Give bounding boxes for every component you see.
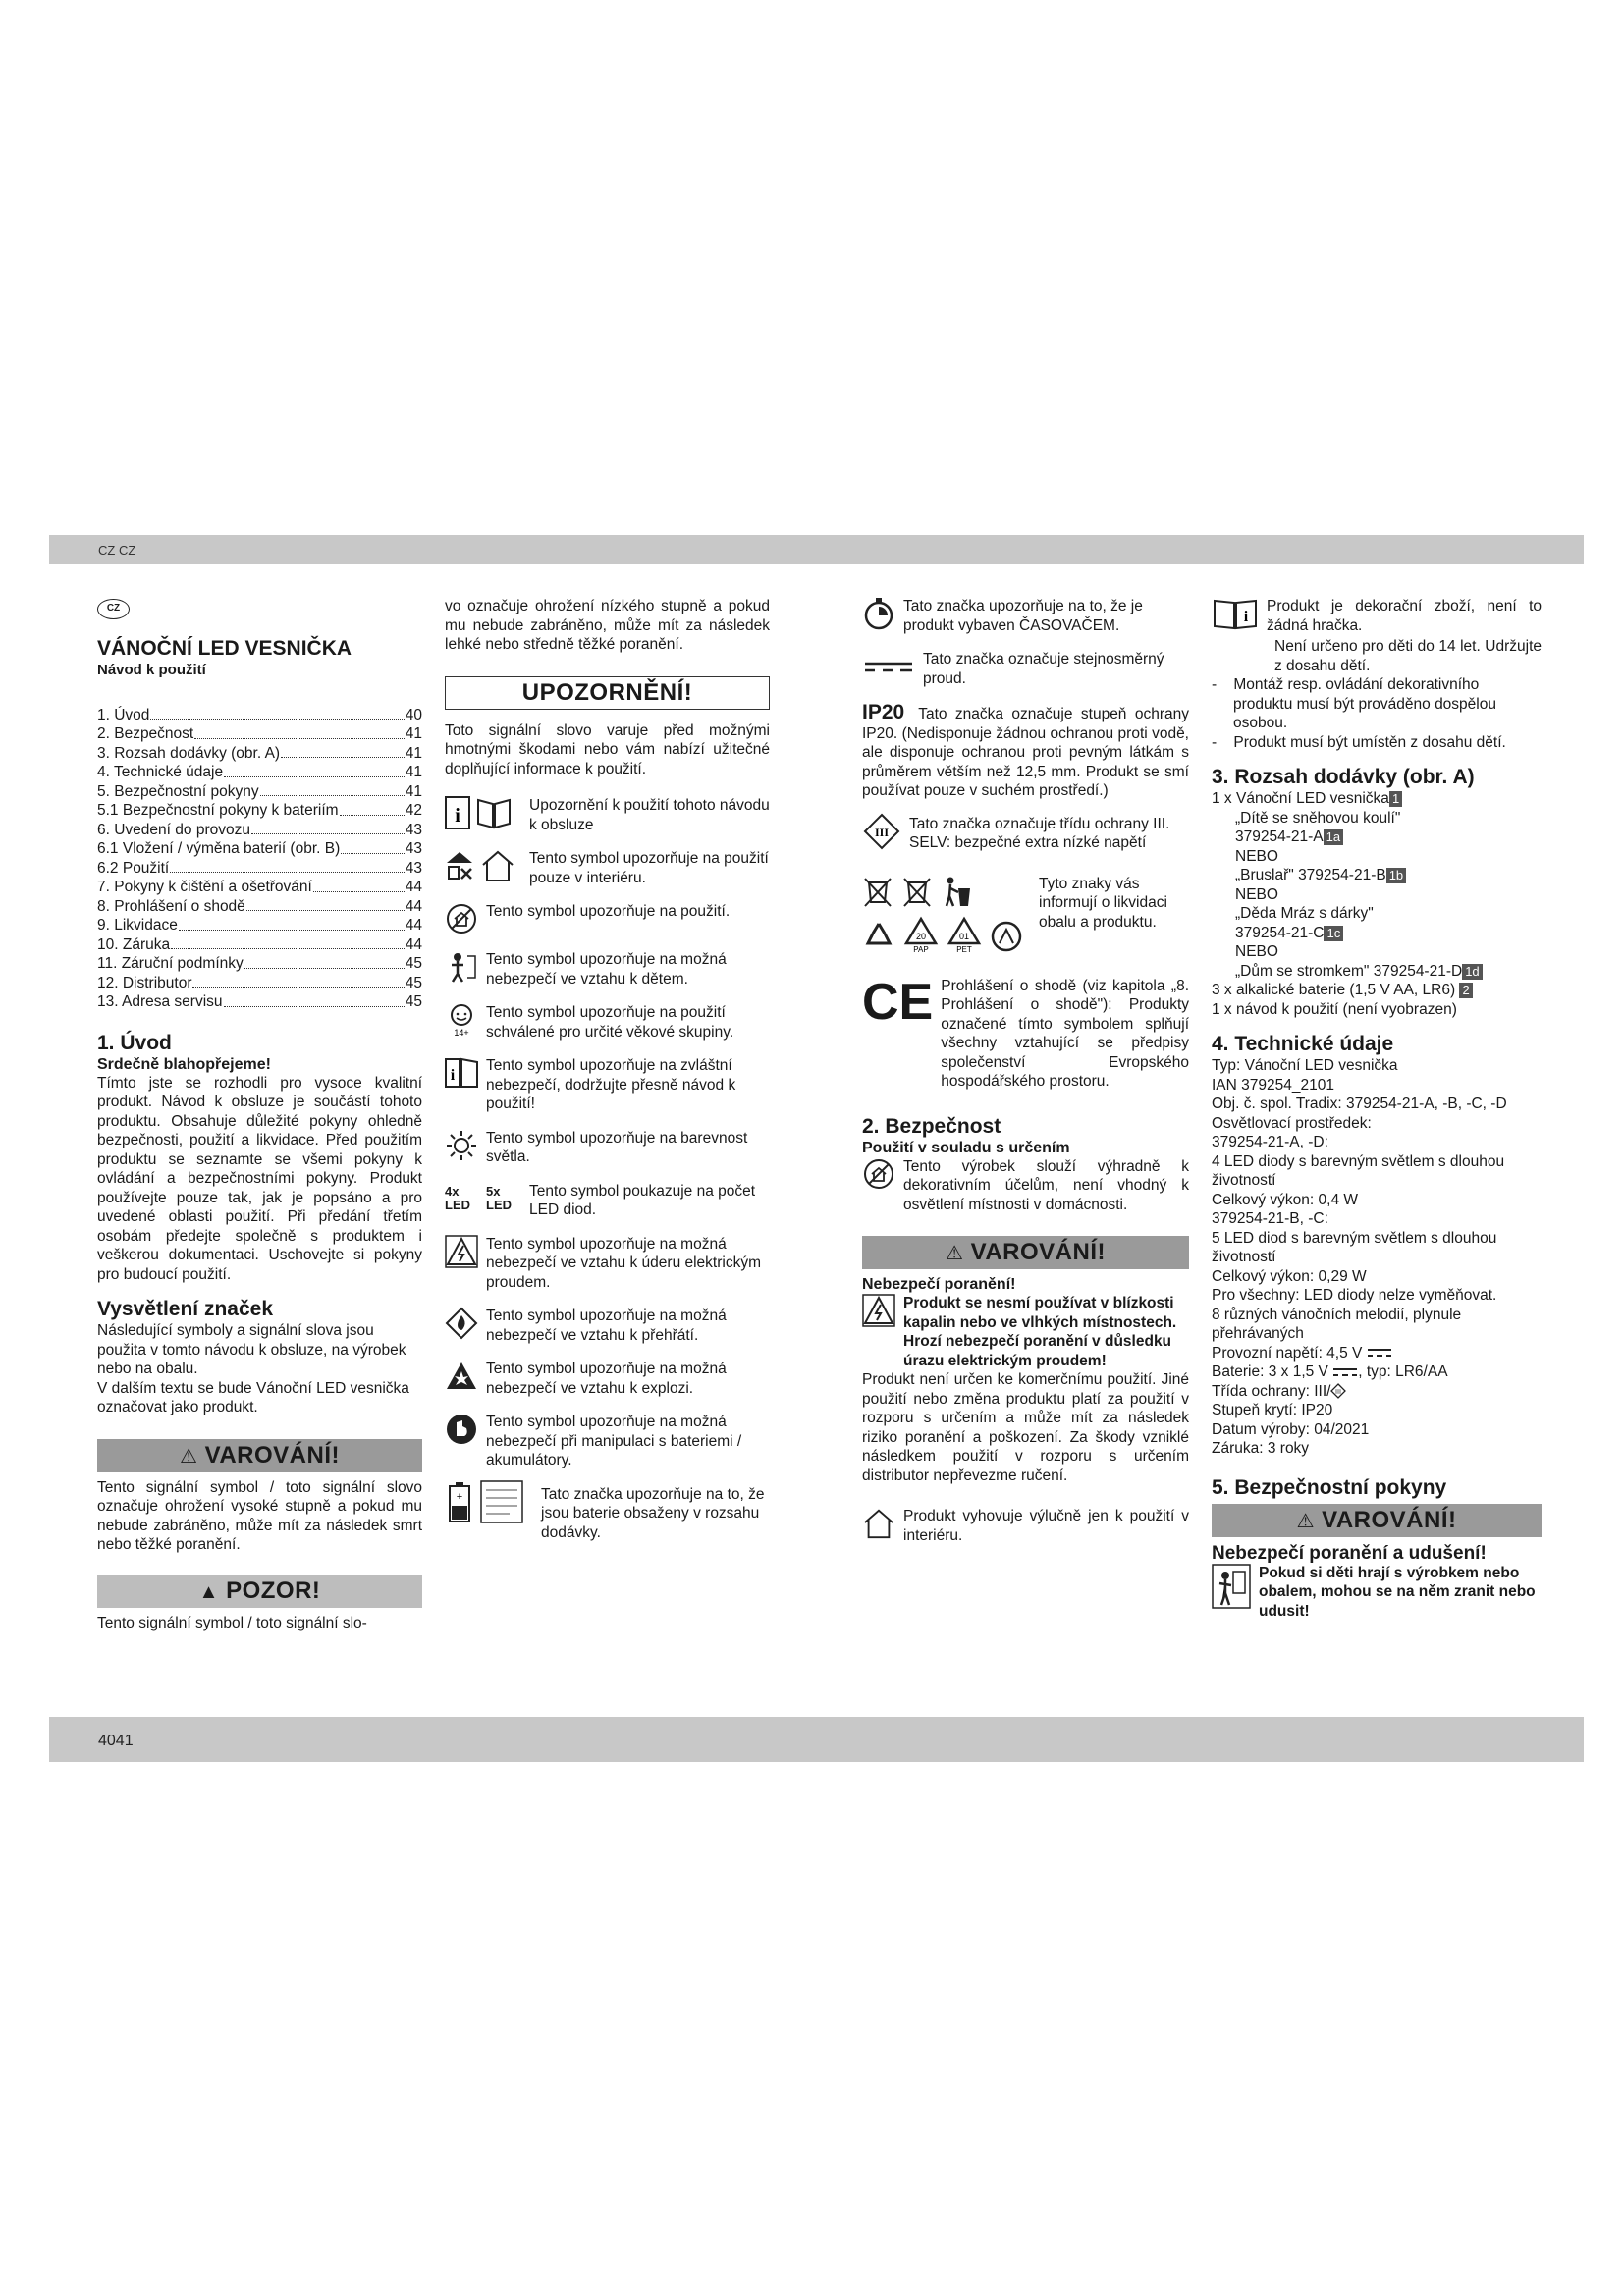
safety-text: Tento výrobek slouží výhradně k dekorativním účelům, není vhodný k osvětlení místnosti v domácnosti. — [903, 1157, 1189, 1213]
symbol-explosion — [445, 1360, 770, 1398]
column-2 — [445, 597, 770, 1557]
warning-banner-3 — [1212, 1504, 1542, 1537]
led-5-label: 5x — [486, 1183, 501, 1199]
toc-leader — [224, 763, 405, 777]
circular-recycle-icon — [990, 920, 1023, 953]
symbol-indoor-text: Tento symbol upozorňuje na použití pouze v interiéru. — [529, 850, 769, 886]
symbol-read-text: Tento symbol upozorňuje na zvláštní nebezpečí, dodržujte přesně návod k použití! — [486, 1057, 736, 1112]
protection-class-icon — [862, 815, 901, 848]
tech-list — [1212, 1056, 1542, 1344]
toc-page: 44 — [405, 935, 422, 953]
warning-label-3: VAROVÁNÍ! — [1322, 1506, 1457, 1533]
toc-title: 3. Rozsah dodávky (obr. A) — [97, 744, 281, 762]
tech-list-2 — [1212, 1401, 1542, 1459]
warning-text: Tento signální symbol / toto signální slovo označuje ohrožení vysoké stupně a pokud mu nebude zabráněno, může mít za následek smrt nebo těžké poranění. — [97, 1478, 422, 1553]
symbol-disposal — [862, 875, 1189, 953]
caution-triangle-icon: ▲ — [198, 1580, 219, 1603]
header-band — [49, 535, 1584, 564]
toc-page: 43 — [405, 821, 422, 838]
toc-row — [97, 782, 422, 802]
toc-leader — [340, 801, 405, 816]
intro-heading: 1. Úvod — [97, 1031, 172, 1054]
safety-heading: 2. Bezpečnost — [862, 1114, 1001, 1138]
toc-page: 45 — [405, 993, 422, 1010]
overheat-icon — [445, 1307, 478, 1340]
symbol-dc-text: Tato značka označuje stejnosměrný proud. — [923, 651, 1164, 687]
symbol-indoor — [445, 849, 770, 887]
table-of-contents — [97, 706, 422, 1012]
tag-1: 1 — [1389, 791, 1402, 807]
led-4-label: 4x — [445, 1183, 460, 1199]
scope-line-2: 3 x alkalické baterie (1,5 V AA, LR6) 2 — [1212, 981, 1542, 1000]
symbol-ip — [862, 703, 1189, 801]
deco-text: Produkt je dekorační zboží, není to žádná hračka. — [1267, 598, 1542, 634]
timer-icon — [862, 597, 895, 630]
toc-page: 44 — [405, 917, 422, 934]
caution-label: POZOR! — [226, 1576, 321, 1604]
or-3: NEBO — [1235, 943, 1278, 960]
item-c-name: „Děda Mráz s dárky" — [1235, 905, 1374, 922]
toc-leader — [150, 706, 404, 721]
toc-title: 7. Pokyny k čištění a ošetřování — [97, 879, 312, 895]
symbol-use-text: Tento symbol upozorňuje na použití. — [486, 903, 731, 920]
intro-text: Tímto jste se rozhodli pro vysoce kvalitní produkt. Návod k obsluze je součástí tohoto produktu. Obsahuje důležité pokyny ohledně bezpečnosti, použití a likvidace. Před použitím produktu se seznamte se všemi pokyny k ovládání a bezpečnostními pokyny. Produkt používejte pouze tak, jak je popsáno a pro uvedené oblasti použití. Při předání třetím osobám předejte společně s produktem i veškerou dokumentaci. Uschovejte si pokyny pro budoucí použití. — [97, 1074, 422, 1283]
symbol-included-text: Tato značka upozorňuje na to, že jsou baterie obsaženy v rozsahu dodávky. — [541, 1485, 765, 1541]
explosion-icon — [445, 1360, 478, 1393]
caution-banner — [97, 1575, 422, 1608]
toc-leader — [192, 974, 404, 988]
tech-line: 379254-21-B, -C: — [1212, 1210, 1328, 1227]
toc-title: 6. Uvedení do provozu — [97, 821, 250, 838]
toc-leader — [224, 992, 405, 1007]
toc-row — [97, 992, 422, 1012]
toc-leader — [179, 916, 405, 931]
toc-leader — [281, 744, 405, 759]
symbol-class-text: Tato značka označuje třídu ochrany III. — [909, 815, 1170, 832]
warning-triangle-icon-2: ⚠ — [946, 1243, 964, 1264]
symbol-age-text: Tento symbol upozorňuje na použití schválené pro určité věkové skupiny. — [486, 1004, 734, 1041]
item-c-code: 379254-21-C 1c — [1235, 924, 1542, 943]
battery-handling-icon — [445, 1413, 478, 1446]
toc-title: 1. Úvod — [97, 706, 150, 723]
or-1: NEBO — [1235, 847, 1278, 865]
symbol-timer-text: Tato značka upozorňuje na to, že je produkt vybaven ČASOVAČEM. — [903, 598, 1143, 634]
led-count-icon — [445, 1182, 521, 1215]
toc-row — [97, 821, 422, 840]
toc-title: 8. Prohlášení o shodě — [97, 897, 245, 915]
toc-row — [97, 935, 422, 955]
toc-leader — [171, 935, 405, 950]
house-circle-icon-2 — [862, 1157, 895, 1191]
tech-line: Typ: Vánoční LED vesnička — [1212, 1057, 1398, 1074]
toc-page: 43 — [405, 859, 422, 877]
tech-voltage: Provozní napětí: 4,5 V — [1212, 1344, 1542, 1363]
toc-title: 10. Záruka — [97, 935, 171, 953]
tag-1a: 1a — [1324, 829, 1343, 845]
recycle-icon — [862, 920, 895, 953]
scope-line-3: 1 x návod k použití (není vyobrazen) — [1212, 1000, 1457, 1018]
toc-page: 40 — [405, 706, 422, 723]
toc-row — [97, 763, 422, 782]
svg-text:14+: 14+ — [454, 1028, 469, 1037]
warning-label-2: VAROVÁNÍ! — [970, 1239, 1106, 1265]
recycle-pap-icon — [903, 916, 939, 953]
caution-text-cont: vo označuje ohrožení nízkého stupně a pokud mu nebude zabráněno, může mít za následek lehké nebo středně těžké poranění. — [445, 598, 770, 653]
symbol-indoor-2 — [862, 1507, 1189, 1545]
symbol-heat-text: Tento symbol upozorňuje na možná nebezpečí ve vztahu k přehřátí. — [486, 1308, 727, 1344]
toc-leader — [341, 839, 404, 854]
dc-symbol-icon-2 — [1332, 1367, 1358, 1377]
doc-title: VÁNOČNÍ LED VESNIČKA — [97, 637, 352, 660]
svg-text:+: + — [456, 1490, 463, 1503]
symbol-children-text: Tento symbol upozorňuje na možná nebezpečí ve vztahu k dětem. — [486, 951, 727, 988]
tech-line: Pro všechny: LED diody nelze vyměňovat. — [1212, 1287, 1497, 1304]
toc-row — [97, 859, 422, 879]
symbol-timer — [862, 597, 1189, 635]
toc-title: 9. Likvidace — [97, 917, 178, 934]
recycle-pet-label: PET — [956, 944, 972, 953]
toc-title: 5.1 Bezpečnostní pokyny k bateriím — [97, 802, 339, 819]
toc-leader — [244, 954, 405, 969]
suffocation-heading: Nebezpečí poranění a udušení! — [1212, 1542, 1487, 1564]
toc-page: 41 — [405, 744, 422, 762]
ce-mark-icon: CE — [862, 973, 934, 1031]
symbols-text-2: V dalším textu se bude Vánoční LED vesnička označovat jako produkt. — [97, 1379, 409, 1415]
toc-row — [97, 974, 422, 993]
toc-row — [97, 839, 422, 859]
read-manual-icon-2 — [1212, 597, 1259, 630]
crossed-bin-battery-icon — [901, 875, 933, 908]
tag-1c: 1c — [1324, 926, 1343, 941]
scope-heading: 3. Rozsah dodávky (obr. A) — [1212, 766, 1475, 788]
deco-text-2: Není určeno pro děti do 14 let. Udržujte z dosahu dětí. — [1274, 638, 1542, 674]
ce-text: Prohlášení o shodě (viz kapitola „8. Prohlášení o shodě"): Produkty označené tímto symbolem splňují všechny vztahující se předpisy společenství Evropského hospodářského prostoru. — [941, 977, 1189, 1090]
tag-2: 2 — [1459, 983, 1472, 998]
bullet-2: - Produkt musí být umístěn z dosahu dětí. — [1212, 733, 1506, 751]
symbol-disposal-text: Tyto znaky vás informují o likvidaci obalu a produktu. — [1039, 875, 1167, 931]
recycle-pet-icon — [947, 916, 982, 953]
disposal-icons — [862, 875, 1029, 953]
column-3 — [862, 597, 1189, 1560]
electric-shock-icon-2 — [862, 1294, 895, 1327]
suffocation-block — [1212, 1564, 1542, 1622]
toc-leader — [313, 878, 405, 892]
svg-text:III: III — [1335, 1389, 1342, 1396]
tech-line: Záruka: 3 roky — [1212, 1440, 1310, 1457]
tech-heading: 4. Technické údaje — [1212, 1033, 1394, 1055]
toc-leader — [246, 897, 405, 912]
toc-page: 45 — [405, 974, 422, 991]
bullet-1: - Montáž resp. ovládání dekorativního produktu musí být prováděno dospělou osobou. — [1212, 676, 1496, 731]
intro-sub: Srdečně blahopřejeme! — [97, 1055, 271, 1073]
children-hazard-icon — [445, 950, 478, 984]
toc-title: 11. Záruční podmínky — [97, 955, 244, 972]
symbol-dc — [862, 650, 1189, 688]
symbol-deco — [1212, 597, 1542, 635]
notice-text: Toto signální slovo varuje před možnými hmotnými škodami nebo vám nabízí užitečné doplňující informace k použití. — [445, 721, 770, 777]
toc-row — [97, 954, 422, 974]
toc-page: 41 — [405, 782, 422, 800]
safety-sub: Použití v souladu s určením — [862, 1139, 1070, 1156]
svg-text:i: i — [1243, 609, 1249, 625]
toc-leader — [251, 821, 405, 835]
toc-page: 41 — [405, 725, 422, 742]
tech-line: Celkový výkon: 0,4 W — [1212, 1191, 1359, 1208]
item-a-name: „Dítě se sněhovou koulí" — [1235, 809, 1401, 827]
toc-leader — [260, 782, 405, 797]
symbols-text-1: Následující symboly a signální slova jsou použita v tomto návodu k obsluze, na výrobek nebo na obalu. — [97, 1322, 406, 1377]
item-a-code: 379254-21-A 1a — [1235, 828, 1542, 847]
tech-line: Osvětlovací prostředek: — [1212, 1114, 1372, 1132]
tidy-man-icon — [941, 875, 972, 908]
toc-row — [97, 744, 422, 764]
crossed-bin-icon — [862, 875, 893, 908]
tech-line: 4 LED diody s barevným světlem s dlouhou životností — [1212, 1152, 1505, 1189]
notice-banner: UPOZORNĚNÍ! — [445, 676, 770, 710]
warning-banner — [97, 1439, 422, 1472]
house-icon — [862, 1507, 895, 1540]
ce-declaration — [862, 973, 1189, 1092]
symbol-color — [445, 1129, 770, 1167]
led-word-label: LED — [445, 1197, 470, 1212]
tech-protection-class: Třída ochrany: III/ III — [1212, 1382, 1542, 1402]
toc-page: 45 — [405, 955, 422, 972]
injury-text: Produkt není určen ke komerčnímu použití. Jiné použití nebo změna produktu platí za použití v rozporu s určením a může mít za následek riziko poranění a poškození. Za škody vzniklé následkem použití v rozporu s určením distributor nepřevezme ručení. — [862, 1371, 1189, 1484]
manual-icon — [445, 796, 521, 829]
column-4 — [1212, 597, 1542, 1635]
doc-subtitle: Návod k použití — [97, 662, 206, 678]
scope-line-1: 1 x Vánoční LED vesnička 1 — [1212, 789, 1542, 809]
toc-page: 43 — [405, 840, 422, 857]
toc-page: 41 — [405, 764, 422, 780]
symbol-shock — [445, 1235, 770, 1293]
recycle-code-01: 01 — [958, 931, 970, 941]
suffocation-text: Pokud si děti hrají s výrobkem nebo obalem, mohou se na něm zranit nebo udusit! — [1259, 1564, 1536, 1620]
tech-battery: Baterie: 3 x 1,5 V , typ: LR6/AA — [1212, 1363, 1448, 1380]
toc-title: 6.1 Vložení / výměna baterií (obr. B) — [97, 840, 341, 857]
toc-page: 42 — [405, 802, 422, 819]
toc-row — [97, 878, 422, 897]
toc-row — [97, 916, 422, 935]
class-iii-icon — [1330, 1383, 1346, 1399]
toc-leader — [194, 724, 405, 739]
warning-triangle-icon-3: ⚠ — [1296, 1510, 1315, 1532]
recycle-pap-label: PAP — [913, 944, 929, 953]
symbol-decor — [862, 1157, 1189, 1215]
child-with-bag-icon — [1212, 1564, 1251, 1609]
symbol-included — [445, 1485, 770, 1543]
symbol-children — [445, 950, 770, 988]
symbol-leds-text: Tento symbol poukazuje na počet LED diod. — [529, 1182, 756, 1218]
toc-title: 2. Bezpečnost — [97, 725, 194, 742]
symbol-read — [445, 1056, 770, 1114]
tech-line: Stupeň krytí: IP20 — [1212, 1402, 1333, 1418]
light-color-icon — [445, 1129, 478, 1162]
svg-text:III: III — [874, 825, 890, 839]
symbol-leds — [445, 1182, 770, 1220]
tech-line: 379254-21-A, -D: — [1212, 1134, 1328, 1150]
symbol-class — [862, 815, 1189, 853]
batteries-included-icon — [445, 1485, 533, 1519]
tech-line: 8 různých vánočních melodií, plynule přehrávaných — [1212, 1306, 1462, 1342]
symbols-heading: Vysvětlení značek — [97, 1298, 273, 1320]
read-manual-icon — [445, 1056, 478, 1090]
tech-line: Celkový výkon: 0,29 W — [1212, 1267, 1367, 1285]
tech-line: IAN 379254_2101 — [1212, 1076, 1334, 1094]
caution-text: Tento signální symbol / toto signální slo- — [97, 1614, 367, 1631]
symbol-heat — [445, 1307, 770, 1345]
item-b: „Bruslař" 379254-21-B 1b — [1235, 866, 1542, 885]
column-1 — [97, 597, 422, 1632]
symbol-color-text: Tento symbol upozorňuje na barevnost světla. — [486, 1129, 748, 1165]
toc-page: 44 — [405, 897, 422, 915]
toc-row — [97, 897, 422, 917]
tech-line: Datum výroby: 04/2021 — [1212, 1420, 1370, 1438]
symbol-batteries — [445, 1413, 770, 1470]
symbol-shock-text: Tento symbol upozorňuje na možná nebezpečí ve vztahu k úderu elektrickým proudem. — [486, 1235, 761, 1291]
toc-title: 12. Distributor — [97, 974, 192, 991]
tag-1d: 1d — [1462, 964, 1482, 980]
age-group-icon — [445, 1003, 478, 1037]
warning-triangle-icon: ⚠ — [180, 1445, 198, 1468]
lang-badge: CZ — [97, 599, 130, 619]
tag-1b: 1b — [1386, 868, 1406, 883]
toc-row — [97, 801, 422, 821]
safety-instructions-heading: 5. Bezpečnostní pokyny — [1212, 1475, 1447, 1499]
header-label: CZ CZ — [98, 543, 136, 558]
toc-title: 5. Bezpečnostní pokyny — [97, 782, 259, 800]
electric-shock-icon — [445, 1235, 478, 1268]
injury-heading: Nebezpečí poranění! — [862, 1276, 1016, 1293]
symbol-use — [445, 902, 770, 935]
house-circle-icon — [445, 902, 478, 935]
toc-title: 6.2 Použití — [97, 859, 170, 877]
svg-text:i: i — [455, 805, 460, 827]
symbol-explosion-text: Tento symbol upozorňuje na možná nebezpečí ve vztahu k explozi. — [486, 1361, 727, 1397]
tech-line: 5 LED diod s barevným světlem s dlouhou životností — [1212, 1229, 1497, 1265]
led-word-label-2: LED — [486, 1197, 512, 1212]
symbol-manual — [445, 796, 770, 834]
symbol-batteries-text: Tento symbol upozorňuje na možná nebezpečí při manipulaci s bateriemi / akumulátory. — [486, 1414, 742, 1468]
toc-row — [97, 724, 422, 744]
warning-banner-2 — [862, 1236, 1189, 1269]
scope-items — [1212, 809, 1542, 982]
injury-block — [862, 1294, 1189, 1370]
symbol-manual-text: Upozornění k použití tohoto návodu k obsluze — [529, 797, 770, 833]
dc-current-icon — [862, 650, 915, 683]
indoor-only-icon — [445, 849, 521, 882]
symbol-age — [445, 1003, 770, 1041]
footer-label: 4041 — [98, 1733, 134, 1749]
recycle-code-20: 20 — [915, 931, 927, 941]
footer-band — [49, 1717, 1584, 1762]
toc-leader — [170, 859, 405, 874]
svg-text:i: i — [450, 1067, 456, 1084]
indoor-text: Produkt vyhovuje výlučně jen k použití v interiéru. — [903, 1508, 1189, 1544]
toc-page: 44 — [405, 879, 422, 895]
toc-row — [97, 706, 422, 725]
selv-text: SELV: bezpečné extra nízké napětí — [909, 834, 1147, 851]
toc-title: 13. Adresa servisu — [97, 993, 223, 1010]
or-2: NEBO — [1235, 885, 1278, 903]
item-d: „Dům se stromkem" 379254-21-D 1d — [1235, 962, 1542, 982]
tech-line: Obj. č. spol. Tradix: 379254-21-A, -B, -C, -D — [1212, 1095, 1507, 1112]
toc-title: 4. Technické údaje — [97, 764, 224, 780]
dc-symbol-icon — [1367, 1348, 1392, 1358]
warning-label: VAROVÁNÍ! — [204, 1441, 340, 1468]
ip20-label: IP20 — [862, 701, 905, 723]
symbol-ip-text: Tato značka označuje stupeň ochrany IP20. (Nedisponuje žádnou ochranou proti vodě, ale disponuje ochranou proti pevným látkám s průměrem větším než 12,5 mm. Produkt se smí používat pouze v suchém prostředí.) — [862, 706, 1189, 799]
injury-bold-text: Produkt se nesmí používat v blízkosti kapalin nebo ve vlhkých místnostech. Hrozí nebezpečí poranění v důsledku úrazu elektrickým proudem! — [903, 1295, 1177, 1369]
